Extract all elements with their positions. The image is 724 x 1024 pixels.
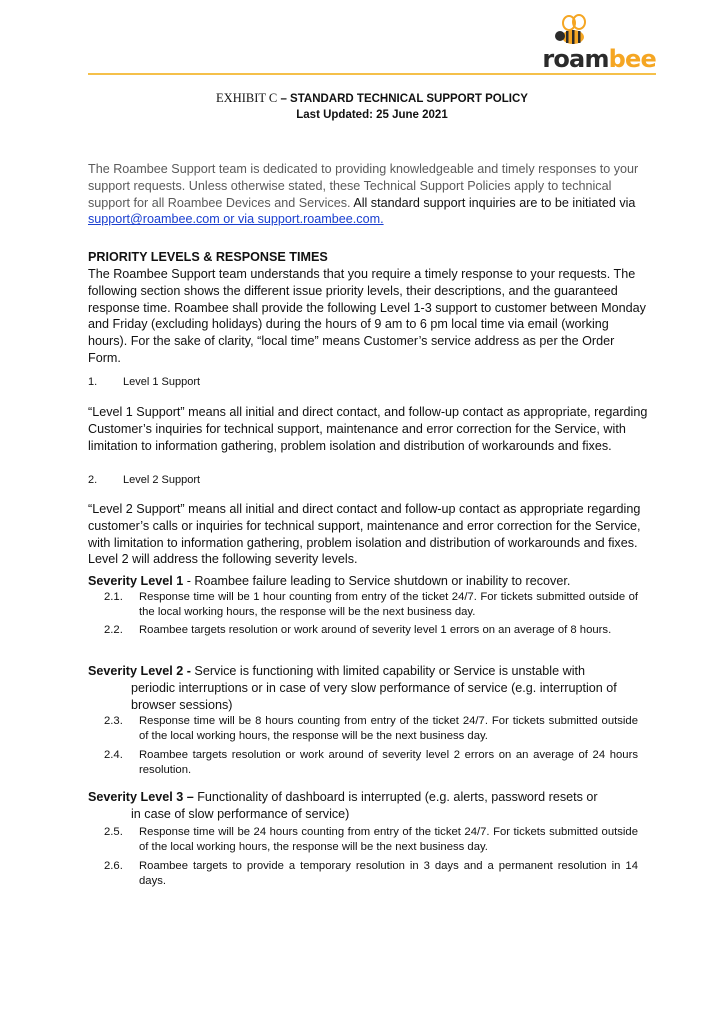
severity-item-number: 2.3. <box>104 715 123 727</box>
severity-item-number: 2.1. <box>104 591 123 603</box>
severity-item-number: 2.6. <box>104 860 123 872</box>
level-2-label: Level 2 Support <box>123 474 201 486</box>
priority-paragraph: The Roambee Support team understands that you require a timely response to your requests. The following section shows the different issue priority levels, their descriptions, and the guaranteed response time. Roambee shall provide the following Level 1-3 support to customer between Monday and Friday (excluding holidays) during the hours of 9 am to 6 pm local time via email (working hours). For the sake of clarity, “local time” means Customer’s service address as per the Order Form. <box>88 267 646 365</box>
last-updated: Last Updated: 25 June 2021 <box>296 109 448 121</box>
severity-item <box>104 623 638 638</box>
severity-item-text: Response time will be 24 hours counting from entry of the ticket 24/7. For tickets submitted outside of the local working hours, the response will be the next business day. <box>139 826 638 854</box>
severity-item-text: Roambee targets resolution or work around of severity level 1 errors on an average of 8 hours. <box>139 624 612 636</box>
intro-text-part1: The Roambee Support team is dedicated to providing knowledgeable and timely responses to your support requests. Unless otherwise stated, these Technical Support Policies apply to technical support for all Roambee Devices and Services. <box>88 162 639 210</box>
intro-text-part2: All standard support inquiries are to be initiated via <box>353 195 636 210</box>
document-title <box>88 90 656 123</box>
roambee-logo <box>542 14 656 73</box>
severity-1-label: Severity Level 1 <box>88 574 184 588</box>
severity-item <box>104 748 638 778</box>
severity-item-text: Roambee targets to provide a temporary resolution in 3 days and a permanent resolution in 14 days. <box>139 860 638 888</box>
severity-item-text: Response time will be 8 hours counting from entry of the ticket 24/7. For tickets submitted outside of the local working hours, the response will be the next business day. <box>139 715 638 743</box>
level-2-number: 2. <box>88 474 98 486</box>
level-2-description: “Level 2 Support” means all initial and direct contact and follow-up contact as appropriate regarding customer’s calls or inquiries for technical support, maintenance and error correction for the Service, with limitation to information gathering, problem isolation and distribution of workarounds and fixes. Level 2 will address the following severity levels. <box>88 502 641 567</box>
priority-heading: PRIORITY LEVELS & RESPONSE TIMES <box>88 250 328 264</box>
severity-2-text: Service is functioning with limited capability or Service is unstable with <box>194 664 586 678</box>
exhibit-heading: – STANDARD TECHNICAL SUPPORT POLICY <box>277 93 528 105</box>
severity-item-number: 2.5. <box>104 826 123 838</box>
severity-3-text: Functionality of dashboard is interrupted (e.g. alerts, password resets or <box>197 790 598 804</box>
severity-3-label: Severity Level 3 – <box>88 790 194 804</box>
logo-wordmark <box>542 47 656 71</box>
level-1-description: “Level 1 Support” means all initial and direct contact, and follow-up contact as appropriate, regarding Customer’s inquiries for technical support, maintenance and error correction for the Service, with limitation to information gathering, problem isolation and distribution of workarounds and fixes. <box>88 405 648 453</box>
severity-2-continuation: periodic interruptions or in case of very slow performance of service (e.g. interruption of browser sessions) <box>131 680 617 712</box>
severity-item <box>104 590 638 620</box>
exhibit-title <box>88 90 656 107</box>
severity-item-text: Response time will be 1 hour counting from entry of the ticket 24/7. For tickets submitted outside of the local working hours, the response will be the next business day. <box>139 591 638 619</box>
severity-3-continuation: in case of slow performance of service) <box>131 806 350 821</box>
bee-icon <box>552 14 596 48</box>
severity-2-label: Severity Level 2 - <box>88 664 191 678</box>
logo-wordmark-part1: roam <box>542 45 609 73</box>
severity-1-text: Roambee failure leading to Service shutdown or inability to recover. <box>194 574 571 588</box>
support-link[interactable]: support@roambee.com or via support.roambee.com. <box>88 212 384 227</box>
severity-item-number: 2.2. <box>104 624 123 636</box>
severity-item <box>104 859 638 889</box>
logo-wordmark-part2: bee <box>608 45 656 73</box>
level-1-number: 1. <box>88 376 98 388</box>
severity-item <box>104 714 638 744</box>
level-1-item <box>88 375 200 389</box>
level-1-label: Level 1 Support <box>123 376 201 388</box>
severity-3 <box>88 789 648 823</box>
severity-item-number: 2.4. <box>104 749 123 761</box>
severity-1 <box>88 573 648 590</box>
severity-item-text: Roambee targets resolution or work around of severity level 2 errors on an average of 24 hours resolution. <box>139 749 638 777</box>
intro-paragraph <box>88 161 648 228</box>
severity-1-separator: - <box>183 574 195 588</box>
severity-item <box>104 825 638 855</box>
severity-2 <box>88 663 648 713</box>
exhibit-label: EXHIBIT C <box>216 91 278 105</box>
header-divider <box>88 73 656 75</box>
level-2-item <box>88 473 200 487</box>
